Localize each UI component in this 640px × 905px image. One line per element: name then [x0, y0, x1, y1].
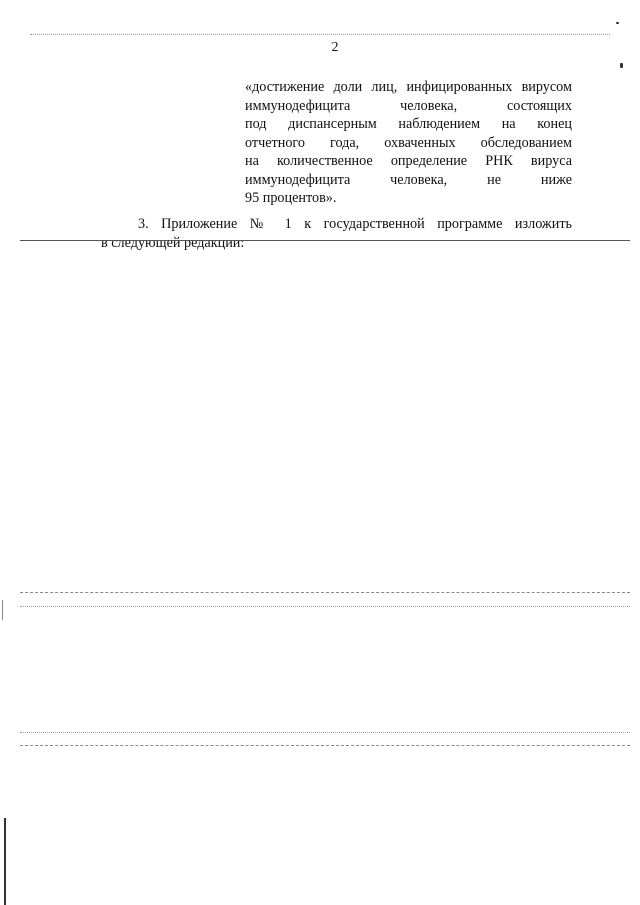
scan-artifact-edge [4, 818, 6, 905]
quoted-indicator-text [245, 78, 572, 208]
scan-speck [616, 22, 619, 24]
scan-artifact-line [20, 592, 630, 593]
paragraph-line: в следующей редакции: [101, 234, 245, 251]
scan-speck [620, 63, 623, 68]
scan-artifact-line [20, 240, 630, 241]
scan-artifact-edge [2, 600, 3, 620]
quote-line: на количественное определение РНК вируса [245, 153, 572, 169]
scan-artifact-top-line [30, 34, 610, 35]
quote-line: отчетного года, охваченных обследованием [245, 134, 572, 151]
quote-line: 95 процентов». [245, 190, 337, 206]
scan-artifact-line [20, 745, 630, 746]
quote-line: «достижение доли лиц, инфицированных вирусом [245, 79, 572, 95]
quote-line: иммунодефицита человека, состоящих [245, 97, 572, 114]
quote-line: иммунодефицита человека, не ниже [245, 171, 572, 188]
paragraph-line: 3. Приложение № 1 к государственной программе изложить [138, 216, 572, 232]
scan-artifact-line [20, 732, 630, 733]
page-number: 2 [331, 40, 339, 55]
scan-artifact-line [20, 606, 630, 607]
item-3-paragraph [101, 215, 572, 252]
quote-line: под диспансерным наблюдением на конец [245, 116, 572, 132]
